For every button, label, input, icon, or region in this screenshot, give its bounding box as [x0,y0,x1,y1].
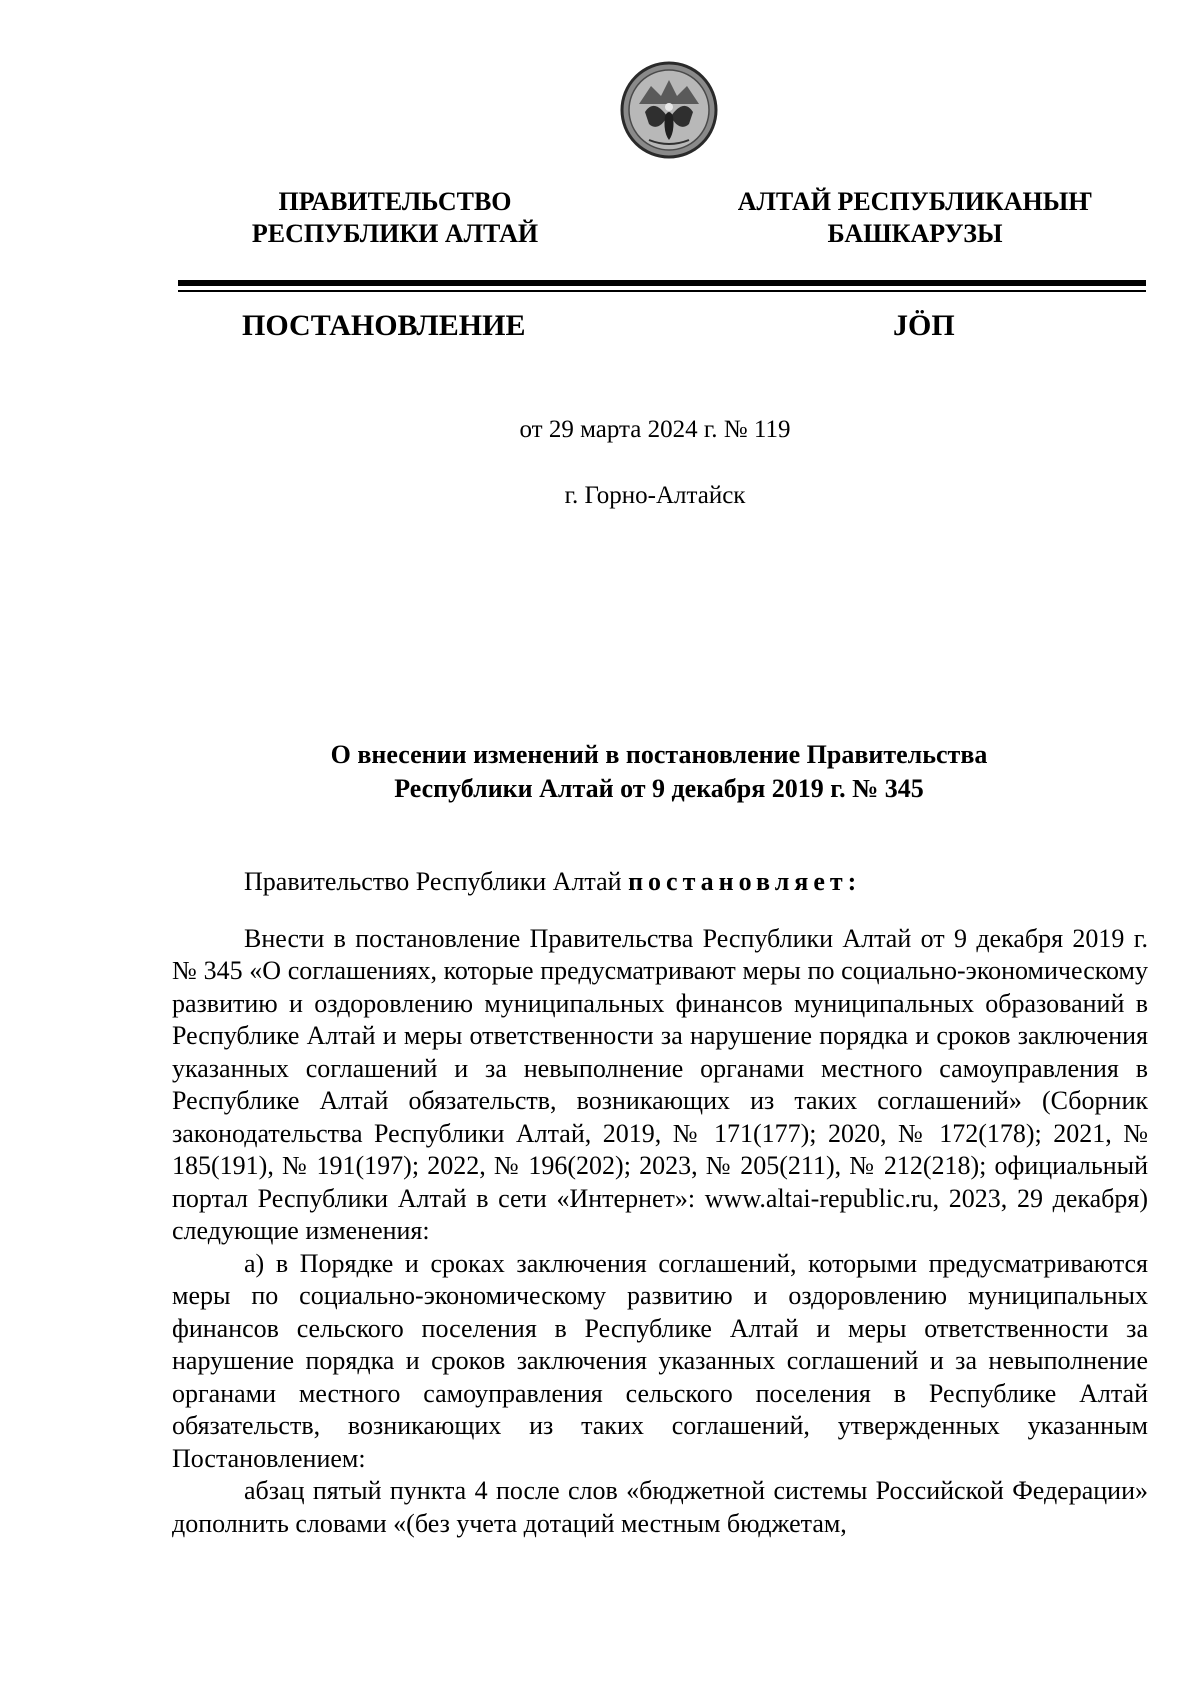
decree-lead [172,866,1148,899]
header-ru-line-1: ПРАВИТЕЛЬСТВО [278,187,512,216]
doc-title [175,738,1143,806]
header-divider-thin [178,290,1146,292]
header-divider-thick [178,280,1146,286]
doc-title-line-1: О внесении изменений в постановление Правительства [330,740,988,769]
body-paragraph-3: абзац пятый пункта 4 после слов «бюджетной системы Российской Федерации» дополнить словами «(без учета дотаций местным бюджетам, [172,1476,1148,1538]
header-ru-line-2: РЕСПУБЛИКИ АЛТАЙ [251,219,539,248]
date-number: от 29 марта 2024 г. № 119 [519,416,791,443]
header-ru-block [175,186,615,250]
decree-verb: постановляет: [628,867,862,896]
city: г. Горно-Алтайск [564,482,746,509]
doc-type-ru: ПОСТАНОВЛЕНИЕ [242,309,526,342]
doc-title-line-2: Республики Алтай от 9 декабря 2019 г. № 345 [394,774,924,803]
decree-lead-text: Правительство Республики Алтай [244,867,622,896]
doc-type-alt: JÖП [893,309,955,342]
body-paragraph-2: а) в Порядке и сроках заключения соглашений, которыми предусматриваются меры по социально-экономическому развитию и оздоровлению муниципальных финансов сельского поселения в Республике Алтай и меры ответственности за нарушение порядка и сроков заключения указанных соглашений и за невыполнение органами местного самоуправления сельского поселения в Республике Алтай обязательств, возникающих из таких соглашений, утвержденных указанным Постановлением: [172,1248,1148,1473]
body-paragraph-1: Внести в постановление Правительства Республики Алтай от 9 декабря 2019 г. № 345 «О соглашениях, которые предусматривают меры по социально-экономическому развитию и оздоровлению муниципальных финансов муниципальных образований в Республике Алтай и меры ответственности за нарушение порядка и сроков заключения указанных соглашений и за невыполнение органами местного самоуправления в Республике Алтай обязательств, возникающих из таких соглашений» (Сборник законодательства Республики Алтай, 2019, № 171(177); 2020, № 172(178); 2021, № 185(191), № 191(197); 2022, № 196(202); 2023, № 205(211), № 212(218); официальный портал Республики Алтай в сети «Интернет»: www.altai-republic.ru, 2023, 29 декабря) следующие изменения: [172,923,1148,1245]
coat-of-arms-icon [619,60,719,160]
header-alt-line-2: БАШКАРУЗЫ [827,219,1003,248]
header-alt-line-1: АЛТАЙ РЕСПУБЛИКАНЫҤ [737,187,1093,216]
document-body [172,866,1148,1540]
header-alt-block [695,186,1135,250]
